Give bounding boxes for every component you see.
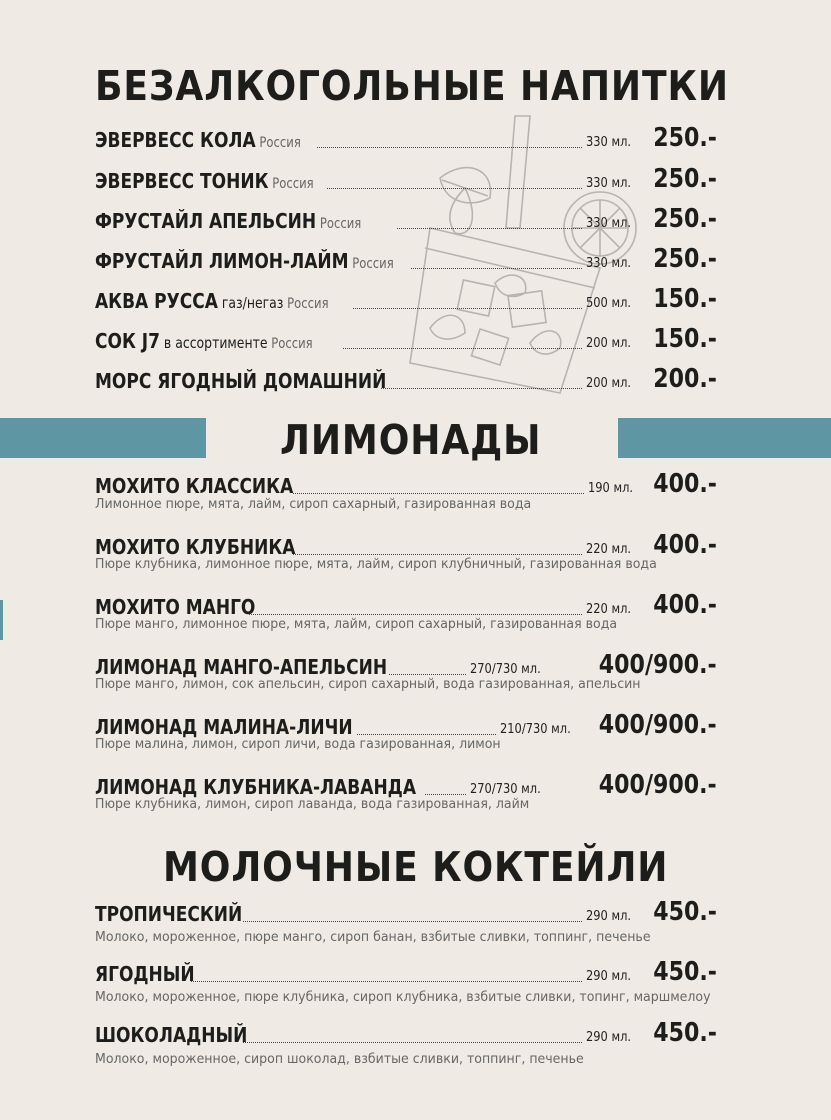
item-volume: 330 мл.	[586, 176, 632, 191]
item-volume: 290 мл.	[586, 909, 632, 924]
item-volume: 290 мл.	[586, 1030, 632, 1045]
dot-leader	[327, 187, 582, 189]
item-description: Пюре малина, лимон, сироп личи, вода газированная, лимон	[95, 736, 501, 752]
item-price: 250.-	[653, 244, 717, 274]
section-band-right	[618, 418, 831, 458]
menu-item-row	[95, 243, 717, 273]
section-title-soft-drinks: БЕЗАЛКОГОЛЬНЫЕ НАПИТКИ	[95, 62, 729, 110]
item-name	[95, 328, 313, 353]
item-description: Пюре клубника, лимон, сироп лаванда, вода газированная, лайм	[95, 796, 530, 812]
dot-leader	[249, 613, 582, 615]
menu-item-row	[95, 363, 717, 393]
item-description: Пюре клубника, лимонное пюре, мята, лайм, сироп клубничный, газированная вода	[95, 556, 657, 572]
item-title: ЛИМОНАД МАЛИНА-ЛИЧИ	[95, 714, 353, 739]
item-price: 400.-	[653, 530, 717, 560]
item-title: ЭВЕРВЕСС ТОНИК	[95, 168, 269, 193]
item-volume: 190 мл.	[588, 481, 634, 496]
item-name	[95, 594, 256, 619]
item-volume: 330 мл.	[586, 216, 632, 231]
dot-leader	[293, 553, 582, 555]
item-price: 400.-	[653, 469, 717, 499]
item-name	[95, 901, 243, 926]
item-price: 450.-	[653, 1018, 717, 1048]
item-origin: Россия	[271, 335, 313, 352]
item-title: ФРУСТАЙЛ АПЕЛЬСИН	[95, 208, 317, 233]
item-name	[95, 473, 294, 498]
item-name	[95, 127, 301, 152]
dot-leader	[425, 793, 466, 795]
dot-leader	[317, 146, 582, 148]
item-volume: 200 мл.	[586, 376, 632, 391]
item-name	[95, 208, 362, 233]
item-title: ШОКОЛАДНЫЙ	[95, 1022, 248, 1047]
dot-leader	[389, 673, 466, 675]
menu-item-row	[95, 283, 717, 313]
item-origin: Россия	[259, 134, 301, 151]
menu-item-row	[95, 956, 717, 986]
item-title: ТРОПИЧЕСКИЙ	[95, 901, 243, 926]
menu-item-row	[95, 323, 717, 353]
item-price: 400/900.-	[599, 710, 717, 740]
item-title: ЛИМОНАД МАНГО-АПЕЛЬСИН	[95, 654, 388, 679]
dot-leader	[381, 387, 582, 389]
item-title: ФРУСТАЙЛ ЛИМОН-ЛАЙМ	[95, 248, 349, 273]
item-price: 400/900.-	[599, 650, 717, 680]
item-title: МОХИТО КЛУБНИКА	[95, 534, 296, 559]
item-name	[95, 248, 394, 273]
item-name	[95, 534, 296, 559]
item-volume: 270/730 мл.	[470, 662, 541, 677]
item-name	[95, 714, 353, 739]
dot-leader	[293, 492, 584, 494]
item-name	[95, 774, 417, 799]
item-description: Пюре манго, лимонное пюре, мята, лайм, сироп сахарный, газированная вода	[95, 616, 618, 632]
item-volume: 290 мл.	[586, 969, 632, 984]
item-subtitle: газ/негаз	[221, 293, 284, 312]
side-marker	[0, 600, 3, 640]
section-band-left	[0, 418, 206, 458]
item-price: 150.-	[653, 324, 717, 354]
item-name	[95, 288, 329, 313]
dot-leader	[243, 920, 582, 922]
item-price: 250.-	[653, 204, 717, 234]
dot-leader	[411, 267, 582, 269]
section-title-lemonades: ЛИМОНАДЫ	[280, 416, 542, 464]
item-name	[95, 1022, 248, 1047]
item-volume: 330 мл.	[586, 256, 632, 271]
dot-leader	[243, 1041, 582, 1043]
menu-item-row	[95, 649, 717, 679]
item-volume: 500 мл.	[586, 296, 632, 311]
menu-item-row	[95, 468, 717, 498]
item-subtitle: в ассортименте	[163, 333, 268, 352]
dot-leader	[397, 227, 582, 229]
item-name	[95, 168, 314, 193]
menu-item-row	[95, 163, 717, 193]
item-volume: 330 мл.	[586, 135, 632, 150]
item-name	[95, 654, 388, 679]
item-title: МОРС ЯГОДНЫЙ ДОМАШНИЙ	[95, 368, 387, 393]
item-title: АКВА РУССА	[95, 288, 218, 313]
item-description: Лимонное пюре, мята, лайм, сироп сахарный, газированная вода	[95, 496, 532, 512]
dot-leader	[353, 307, 582, 309]
item-price: 200.-	[653, 364, 717, 394]
menu-item-row	[95, 896, 717, 926]
dot-leader	[191, 980, 582, 982]
item-title: ЭВЕРВЕСС КОЛА	[95, 127, 256, 152]
item-price: 250.-	[653, 164, 717, 194]
dot-leader	[343, 347, 582, 349]
menu-item-row	[95, 529, 717, 559]
menu-item-row	[95, 122, 717, 152]
item-price: 450.-	[653, 897, 717, 927]
item-price: 450.-	[653, 957, 717, 987]
item-title: МОХИТО МАНГО	[95, 594, 256, 619]
item-volume: 220 мл.	[586, 542, 632, 557]
item-volume: 200 мл.	[586, 336, 632, 351]
menu-item-row	[95, 589, 717, 619]
item-price: 400/900.-	[599, 770, 717, 800]
item-origin: Россия	[287, 295, 329, 312]
item-name	[95, 961, 195, 986]
item-name	[95, 368, 387, 393]
item-title: СОК J7	[95, 328, 160, 353]
item-origin: Россия	[272, 175, 314, 192]
item-price: 400.-	[653, 590, 717, 620]
item-volume: 270/730 мл.	[470, 782, 541, 797]
item-volume: 220 мл.	[586, 602, 632, 617]
item-description: Пюре манго, лимон, сок апельсин, сироп сахарный, вода газированная, апельсин	[95, 676, 641, 692]
item-price: 150.-	[653, 284, 717, 314]
item-title: МОХИТО КЛАССИКА	[95, 473, 294, 498]
item-title: ЛИМОНАД КЛУБНИКА-ЛАВАНДА	[95, 774, 417, 799]
item-title: ЯГОДНЫЙ	[95, 961, 195, 986]
item-description: Молоко, мороженное, пюре клубника, сироп клубника, взбитые сливки, топинг, маршмелоу	[95, 989, 711, 1005]
menu-item-row	[95, 769, 717, 799]
item-origin: Россия	[319, 215, 362, 232]
item-description: Молоко, мороженное, сироп шоколад, взбитые сливки, топпинг, печенье	[95, 1051, 584, 1067]
item-origin: Россия	[352, 255, 394, 272]
menu-item-row	[95, 1017, 717, 1047]
item-price: 250.-	[653, 123, 717, 153]
item-volume: 210/730 мл.	[500, 722, 571, 737]
menu-item-row	[95, 709, 717, 739]
section-title-milkshakes: МОЛОЧНЫЕ КОКТЕЙЛИ	[163, 843, 669, 891]
dot-leader	[357, 733, 496, 735]
menu-item-row	[95, 203, 717, 233]
item-description: Молоко, мороженное, пюре манго, сироп банан, взбитые сливки, топпинг, печенье	[95, 929, 651, 945]
